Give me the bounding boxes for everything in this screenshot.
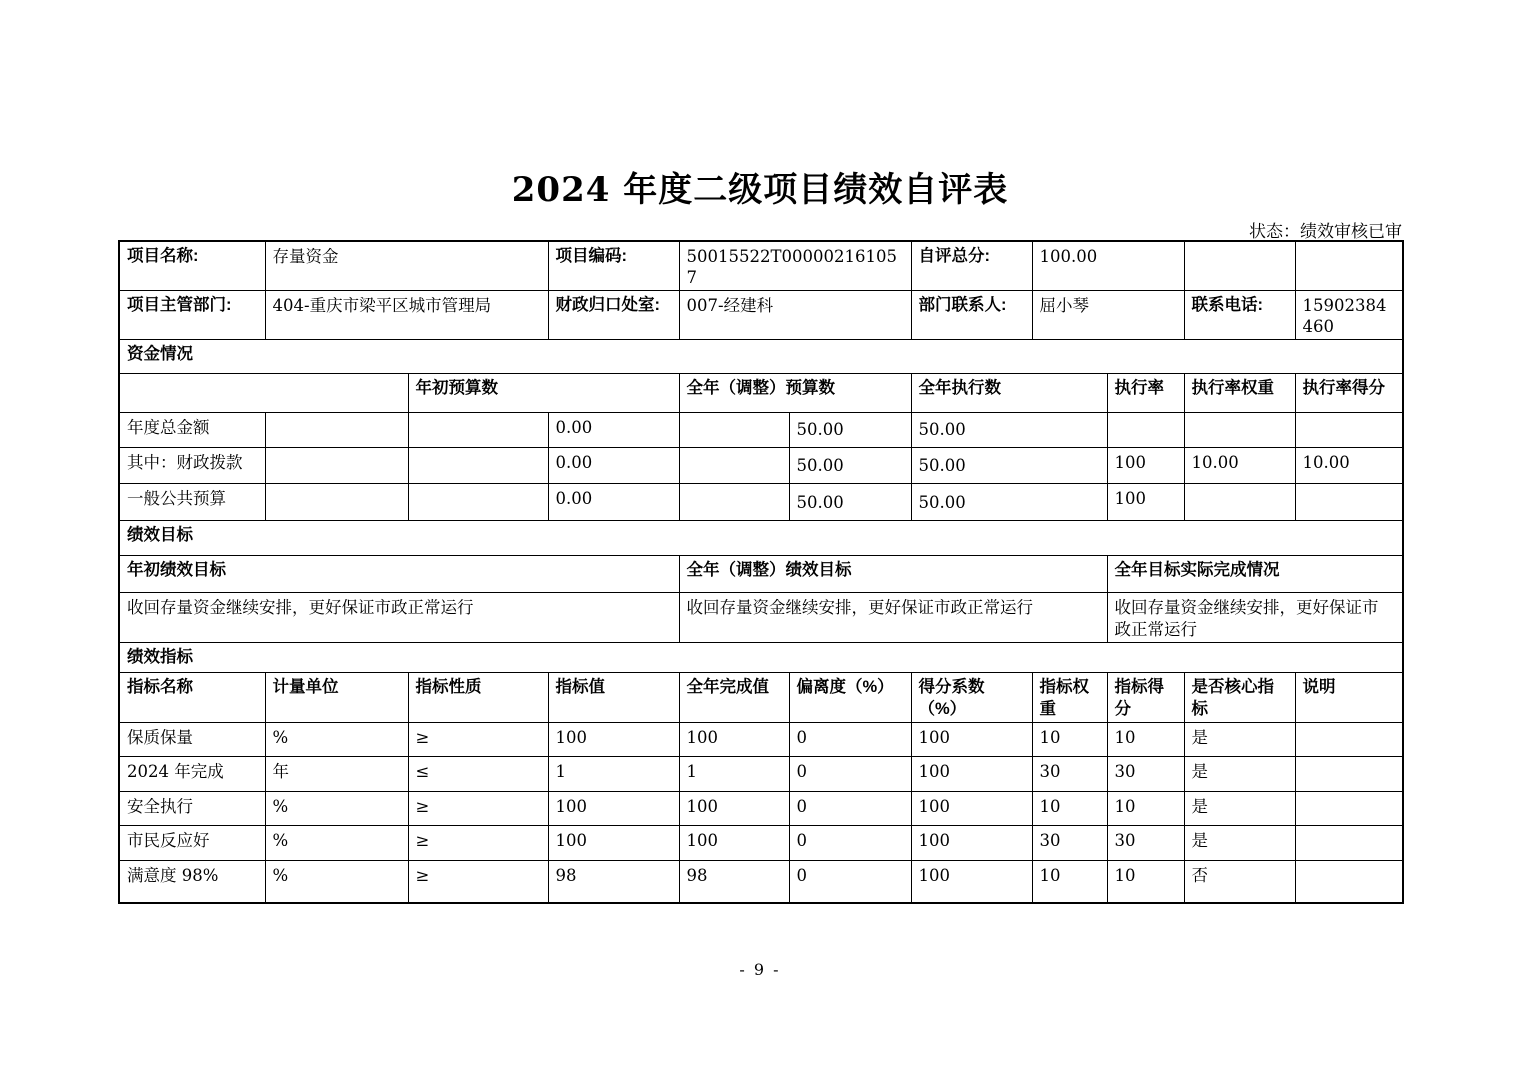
col-adjusted-budget: 全年（调整）预算数 <box>679 374 911 413</box>
col-unit: 计量单位 <box>265 673 408 722</box>
funding-row-label: 年度总金额 <box>119 413 265 448</box>
indicator-target: 98 <box>548 860 679 903</box>
indicators-section-row <box>119 643 1403 673</box>
funding-executed-value: 50.00 <box>911 448 1107 484</box>
empty-cell <box>1184 241 1295 291</box>
indicator-row <box>119 860 1403 903</box>
col-adjusted-goal: 全年（调整）绩效目标 <box>679 556 1107 593</box>
indicator-coefficient: 100 <box>911 825 1032 860</box>
funding-header-row <box>119 374 1403 413</box>
indicator-row <box>119 791 1403 825</box>
indicator-coefficient: 100 <box>911 722 1032 756</box>
indicator-weight: 10 <box>1032 860 1107 903</box>
indicator-coefficient: 100 <box>911 860 1032 903</box>
col-indicator-weight: 指标权重 <box>1032 673 1107 722</box>
col-indicator-score: 指标得分 <box>1107 673 1184 722</box>
self-score-value: 100.00 <box>1032 241 1184 291</box>
col-executed: 全年执行数 <box>911 374 1107 413</box>
indicator-remark <box>1295 756 1403 791</box>
funding-rate-value: 100 <box>1107 448 1184 484</box>
goals-section-row <box>119 521 1403 556</box>
funding-weight-value: 10.00 <box>1184 448 1295 484</box>
goals-section-title: 绩效目标 <box>119 521 1403 556</box>
phone-label: 联系电话: <box>1184 291 1295 340</box>
empty-cell <box>1295 241 1403 291</box>
indicator-row <box>119 722 1403 756</box>
funding-score-value <box>1295 413 1403 448</box>
funding-row-total <box>119 413 1403 448</box>
empty-cell <box>408 413 548 448</box>
funding-row-label: 一般公共预算 <box>119 484 265 521</box>
indicator-completed: 100 <box>679 825 789 860</box>
indicator-deviation: 0 <box>789 860 911 903</box>
indicator-completed: 1 <box>679 756 789 791</box>
indicator-weight: 30 <box>1032 756 1107 791</box>
project-name-label: 项目名称: <box>119 241 265 291</box>
indicator-weight: 10 <box>1032 722 1107 756</box>
indicator-score: 30 <box>1107 825 1184 860</box>
col-is-core: 是否核心指标 <box>1184 673 1295 722</box>
indicator-unit: % <box>265 825 408 860</box>
funding-initial-value: 0.00 <box>548 413 679 448</box>
actual-goal-text: 收回存量资金继续安排，更好保证市政正常运行 <box>1107 593 1403 643</box>
indicator-unit: % <box>265 722 408 756</box>
col-exec-rate-score: 执行率得分 <box>1295 374 1403 413</box>
funding-executed-value: 50.00 <box>911 413 1107 448</box>
goals-content-row <box>119 593 1403 643</box>
indicator-name: 保质保量 <box>119 722 265 756</box>
empty-cell <box>679 448 789 484</box>
project-code-value: 50015522T000002161057 <box>679 241 911 291</box>
funding-row-fiscal <box>119 448 1403 484</box>
project-info-row-2 <box>119 291 1403 340</box>
funding-initial-value: 0.00 <box>548 448 679 484</box>
project-info-row-1 <box>119 241 1403 291</box>
empty-cell <box>265 448 408 484</box>
funding-adjusted-value: 50.00 <box>789 484 911 521</box>
indicator-coefficient: 100 <box>911 791 1032 825</box>
col-exec-rate: 执行率 <box>1107 374 1184 413</box>
indicator-remark <box>1295 722 1403 756</box>
indicator-nature: ≥ <box>408 860 548 903</box>
indicator-unit: % <box>265 791 408 825</box>
initial-goal-text: 收回存量资金继续安排，更好保证市政正常运行 <box>119 593 679 643</box>
goals-header-row <box>119 556 1403 593</box>
indicator-weight: 10 <box>1032 791 1107 825</box>
funding-section-title: 资金情况 <box>119 340 1403 374</box>
funding-adjusted-value: 50.00 <box>789 413 911 448</box>
indicator-weight: 30 <box>1032 825 1107 860</box>
dept-value: 404-重庆市梁平区城市管理局 <box>265 291 548 340</box>
indicator-completed: 98 <box>679 860 789 903</box>
indicator-nature: ≥ <box>408 825 548 860</box>
col-indicator-name: 指标名称 <box>119 673 265 722</box>
indicator-target: 100 <box>548 791 679 825</box>
funding-adjusted-value: 50.00 <box>789 448 911 484</box>
indicators-header-row <box>119 673 1403 722</box>
empty-cell <box>679 484 789 521</box>
indicators-section-title: 绩效指标 <box>119 643 1403 673</box>
indicator-target: 100 <box>548 722 679 756</box>
contact-label: 部门联系人: <box>911 291 1032 340</box>
col-target-value: 指标值 <box>548 673 679 722</box>
indicator-unit: % <box>265 860 408 903</box>
indicator-name: 安全执行 <box>119 791 265 825</box>
funding-weight-value <box>1184 484 1295 521</box>
self-evaluation-table <box>118 240 1404 904</box>
indicator-is-core: 否 <box>1184 860 1295 903</box>
indicator-row <box>119 825 1403 860</box>
col-score-coefficient: 得分系数（%） <box>911 673 1032 722</box>
empty-cell <box>265 484 408 521</box>
indicator-row <box>119 756 1403 791</box>
funding-weight-value <box>1184 413 1295 448</box>
contact-value: 屈小琴 <box>1032 291 1184 340</box>
indicator-deviation: 0 <box>789 756 911 791</box>
empty-cell <box>679 413 789 448</box>
col-initial-budget: 年初预算数 <box>408 374 679 413</box>
col-initial-goal: 年初绩效目标 <box>119 556 679 593</box>
empty-cell <box>408 484 548 521</box>
indicator-nature: ≤ <box>408 756 548 791</box>
indicator-score: 10 <box>1107 722 1184 756</box>
indicator-score: 10 <box>1107 860 1184 903</box>
indicator-coefficient: 100 <box>911 756 1032 791</box>
empty-cell <box>265 413 408 448</box>
office-value: 007-经建科 <box>679 291 911 340</box>
indicator-name: 满意度 98% <box>119 860 265 903</box>
funding-executed-value: 50.00 <box>911 484 1107 521</box>
self-score-label: 自评总分: <box>911 241 1032 291</box>
phone-value: 15902384460 <box>1295 291 1403 340</box>
indicator-remark <box>1295 825 1403 860</box>
col-remark: 说明 <box>1295 673 1403 722</box>
funding-rate-value: 100 <box>1107 484 1184 521</box>
indicator-nature: ≥ <box>408 722 548 756</box>
indicator-deviation: 0 <box>789 791 911 825</box>
col-exec-rate-weight: 执行率权重 <box>1184 374 1295 413</box>
funding-score-value <box>1295 484 1403 521</box>
funding-rate-value <box>1107 413 1184 448</box>
indicator-completed: 100 <box>679 722 789 756</box>
project-code-label: 项目编码: <box>548 241 679 291</box>
indicator-completed: 100 <box>679 791 789 825</box>
col-nature: 指标性质 <box>408 673 548 722</box>
adjusted-goal-text: 收回存量资金继续安排，更好保证市政正常运行 <box>679 593 1107 643</box>
indicator-name: 市民反应好 <box>119 825 265 860</box>
indicator-is-core: 是 <box>1184 791 1295 825</box>
empty-cell <box>119 374 408 413</box>
funding-row-public-budget <box>119 484 1403 521</box>
page-number: - 9 - <box>739 960 781 979</box>
dept-label: 项目主管部门: <box>119 291 265 340</box>
indicator-target: 1 <box>548 756 679 791</box>
office-label: 财政归口处室: <box>548 291 679 340</box>
indicator-unit: 年 <box>265 756 408 791</box>
indicator-deviation: 0 <box>789 722 911 756</box>
indicator-score: 30 <box>1107 756 1184 791</box>
indicator-remark <box>1295 860 1403 903</box>
col-actual-goal: 全年目标实际完成情况 <box>1107 556 1403 593</box>
funding-section-row <box>119 340 1403 374</box>
indicator-is-core: 是 <box>1184 756 1295 791</box>
status-text: 状态：绩效审核已审 <box>1249 222 1402 242</box>
col-deviation: 偏离度（%） <box>789 673 911 722</box>
indicator-score: 10 <box>1107 791 1184 825</box>
funding-score-value: 10.00 <box>1295 448 1403 484</box>
indicator-name: 2024 年完成 <box>119 756 265 791</box>
indicator-remark <box>1295 791 1403 825</box>
indicator-is-core: 是 <box>1184 825 1295 860</box>
empty-cell <box>408 448 548 484</box>
indicator-deviation: 0 <box>789 825 911 860</box>
project-name-value: 存量资金 <box>265 241 548 291</box>
col-completed-value: 全年完成值 <box>679 673 789 722</box>
indicator-target: 100 <box>548 825 679 860</box>
indicator-is-core: 是 <box>1184 722 1295 756</box>
funding-row-label: 其中：财政拨款 <box>119 448 265 484</box>
page-title: 2024 年度二级项目绩效自评表 <box>511 170 1009 210</box>
funding-initial-value: 0.00 <box>548 484 679 521</box>
indicator-nature: ≥ <box>408 791 548 825</box>
